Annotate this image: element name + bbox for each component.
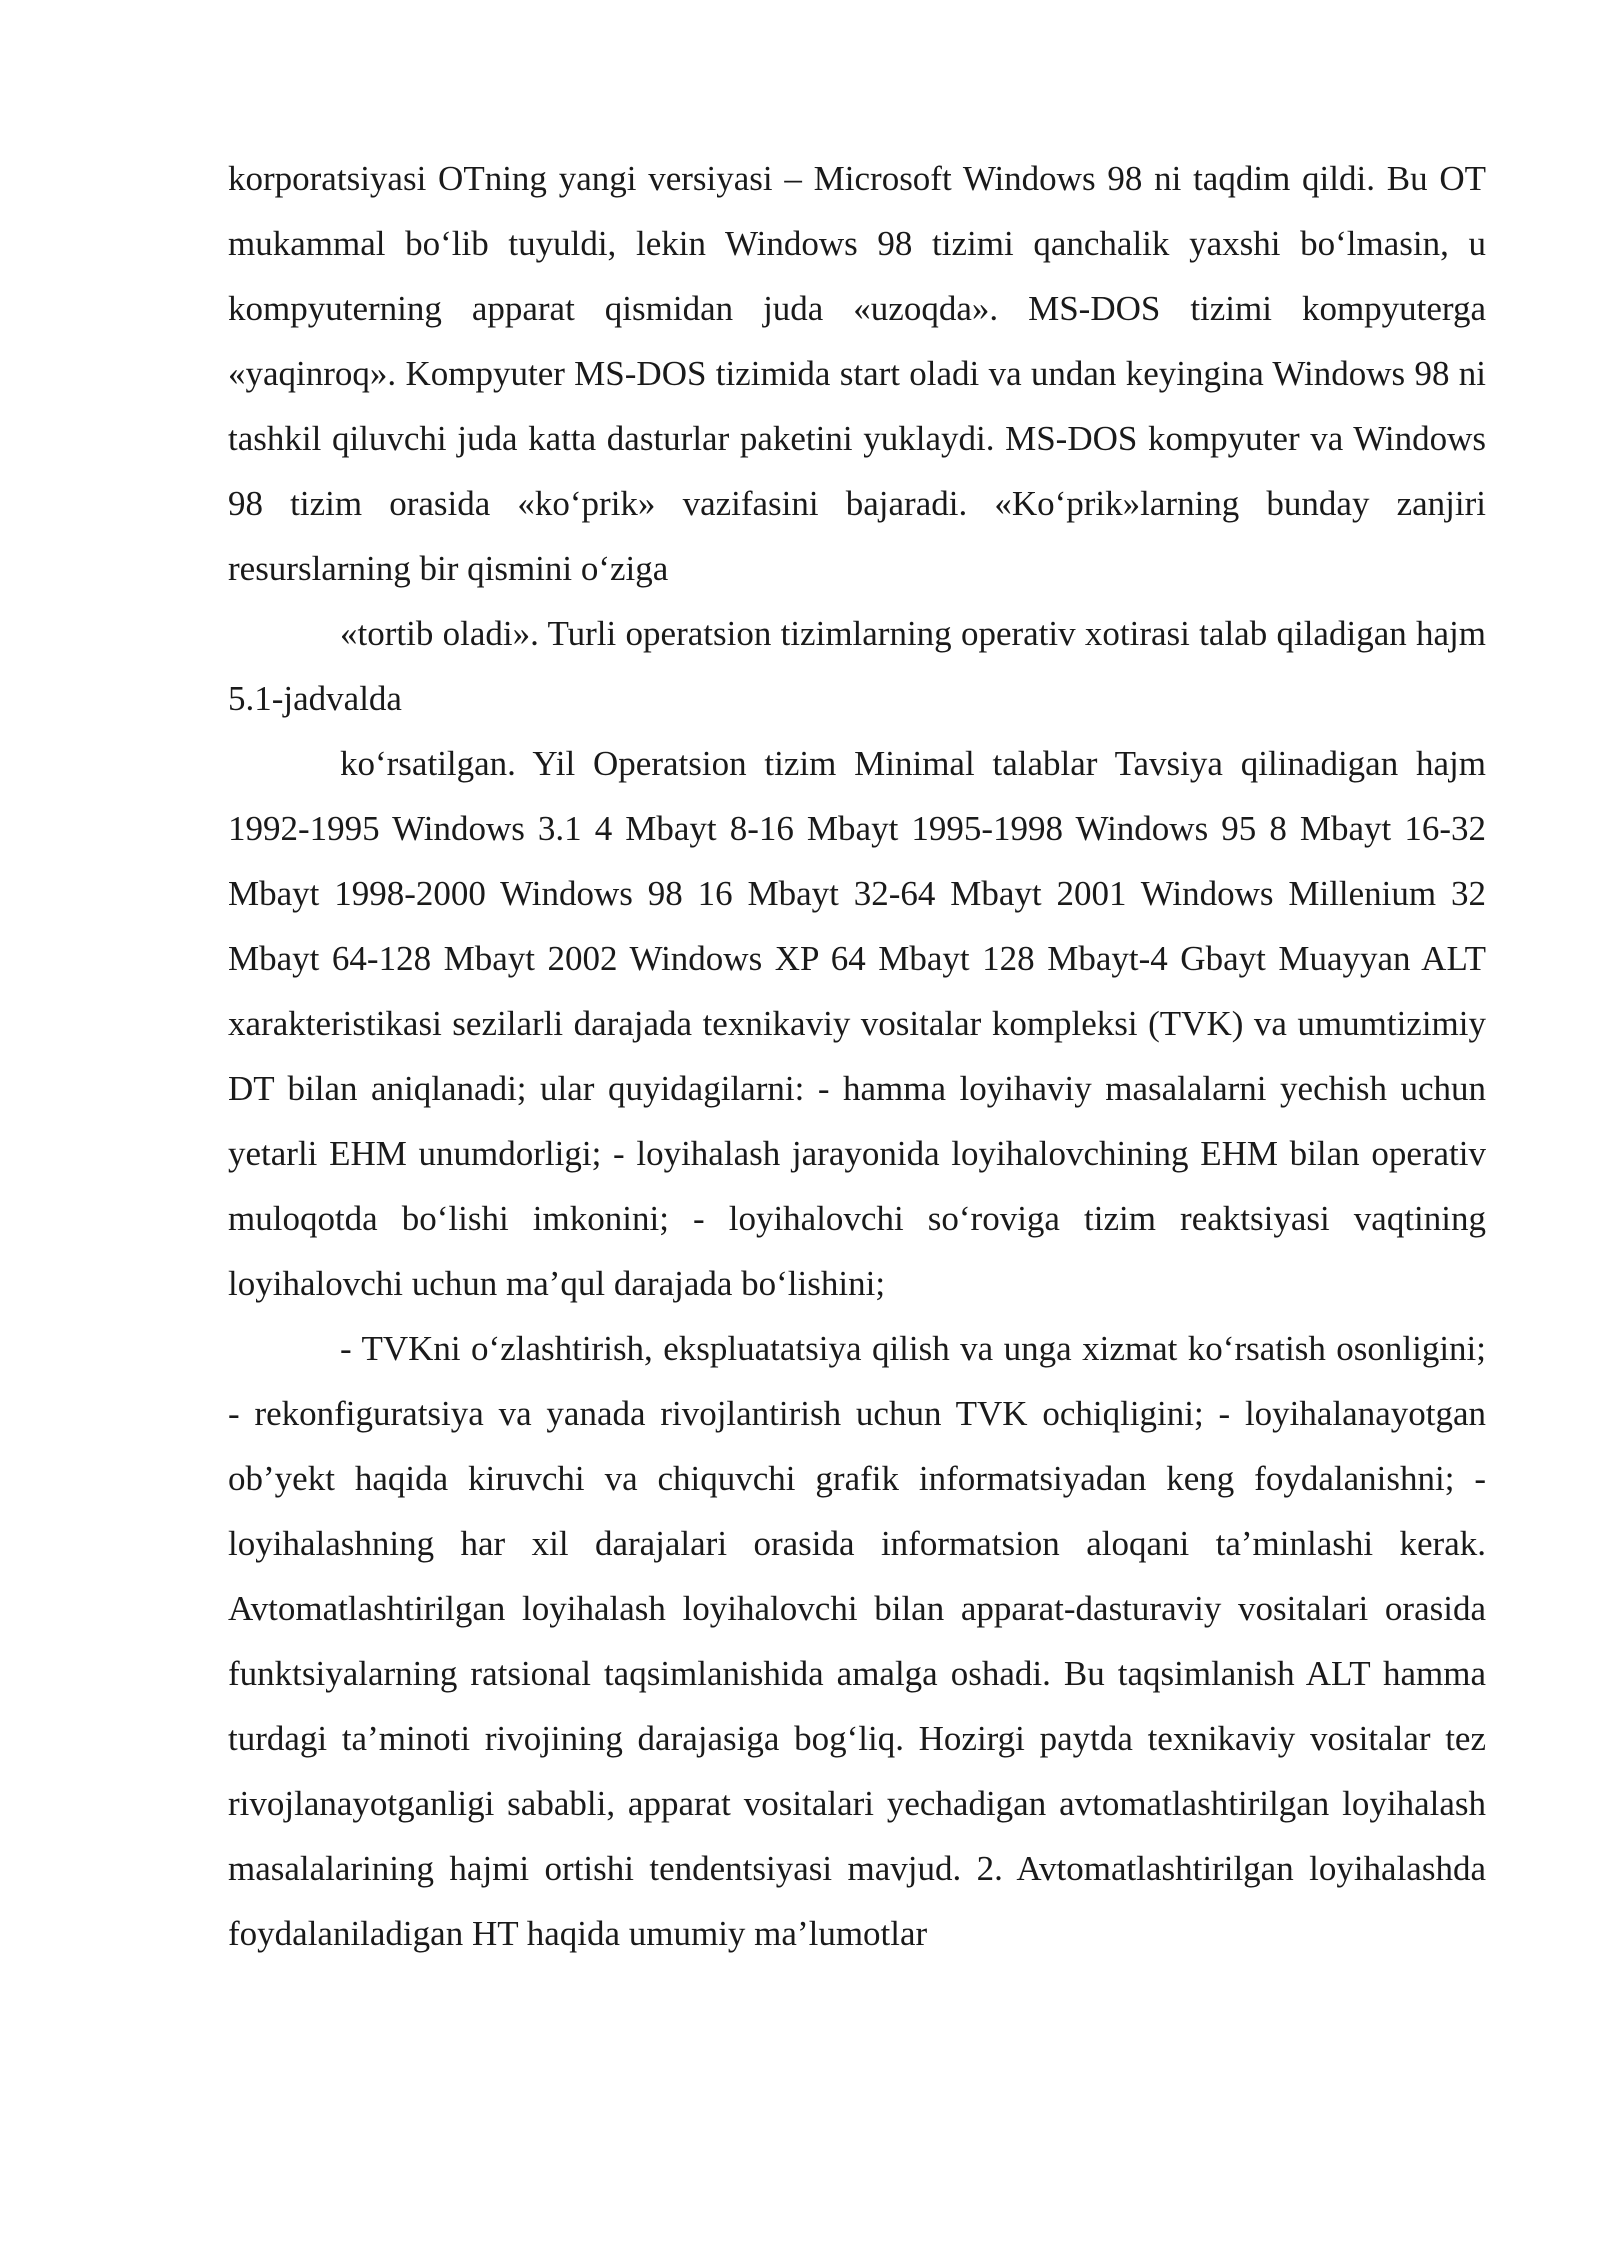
paragraph: korporatsiyasi OTning yangi versiyasi – Microsoft Windows 98 ni taqdim qildi. Bu OT mukammal bo‘lib tuyuldi, lekin Windows 98 tizimi qanchalik yaxshi bo‘lmasin, u kompyuterning apparat qismidan juda «uzoqda». MS-DOS tizimi kompyuterga «yaqinroq». Kompyuter MS-DOS tizimida start oladi va undan keyingina Windows 98 ni tashkil qiluvchi juda katta dasturlar paketini yuklaydi. MS-DOS kompyuter va Windows 98 tizim orasida «ko‘prik» vazifasini bajaradi. «Ko‘prik»larning bunday zanjiri resurslarning bir qismini o‘ziga	[228, 159, 1486, 588]
document-page	[228, 146, 1486, 1966]
paragraph: ko‘rsatilgan. Yil Operatsion tizim Minimal talablar Tavsiya qilinadigan hajm 1992-1995 Windows 3.1 4 Mbayt 8-16 Mbayt 1995-1998 Windows 95 8 Mbayt 16-32 Mbayt 1998-2000 Windows 98 16 Mbayt 32-64 Mbayt 2001 Windows Millenium 32 Mbayt 64-128 Mbayt 2002 Windows XP 64 Mbayt 128 Mbayt-4 Gbayt Muayyan ALT xarakteristikasi sezilarli darajada texnikaviy vositalar kompleksi (TVK) va umumtizimiy DT bilan aniqlanadi; ular quyidagilarni: - hamma loyihaviy masalalarni yechish uchun yetarli EHM unumdorligi; - loyihalash jarayonida loyihalovchining EHM bilan operativ muloqotda bo‘lishi imkonini; - loyihalovchi so‘roviga tizim reaktsiyasi vaqtining loyihalovchi uchun ma’qul darajada bo‘lishini;	[228, 744, 1486, 1303]
paragraph: «tortib oladi». Turli operatsion tizimlarning operativ xotirasi talab qiladigan hajm 5.1-jadvalda	[228, 614, 1486, 718]
paragraph: - TVKni o‘zlashtirish, ekspluatatsiya qilish va unga xizmat ko‘rsatish osonligini; - rekonfiguratsiya va yanada rivojlantirish uchun TVK ochiqligini; - loyihalanayotgan ob’yekt haqida kiruvchi va chiquvchi grafik informatsiyadan keng foydalanishni; - loyihalashning har xil darajalari orasida informatsion aloqani ta’minlashi kerak. Avtomatlashtirilgan loyihalash loyihalovchi bilan apparat-dasturaviy vositalari orasida funktsiyalarning ratsional taqsimlanishida amalga oshadi. Bu taqsimlanish ALT hamma turdagi ta’minoti rivojining darajasiga bog‘liq. Hozirgi paytda texnikaviy vositalar tez rivojlanayotganligi sababli, apparat vositalari yechadigan avtomatlashtirilgan loyihalash masalalarining hajmi ortishi tendentsiyasi mavjud. 2. Avtomatlashtirilgan loyihalashda foydalaniladigan HT haqida umumiy ma’lumotlar	[228, 1329, 1486, 1953]
